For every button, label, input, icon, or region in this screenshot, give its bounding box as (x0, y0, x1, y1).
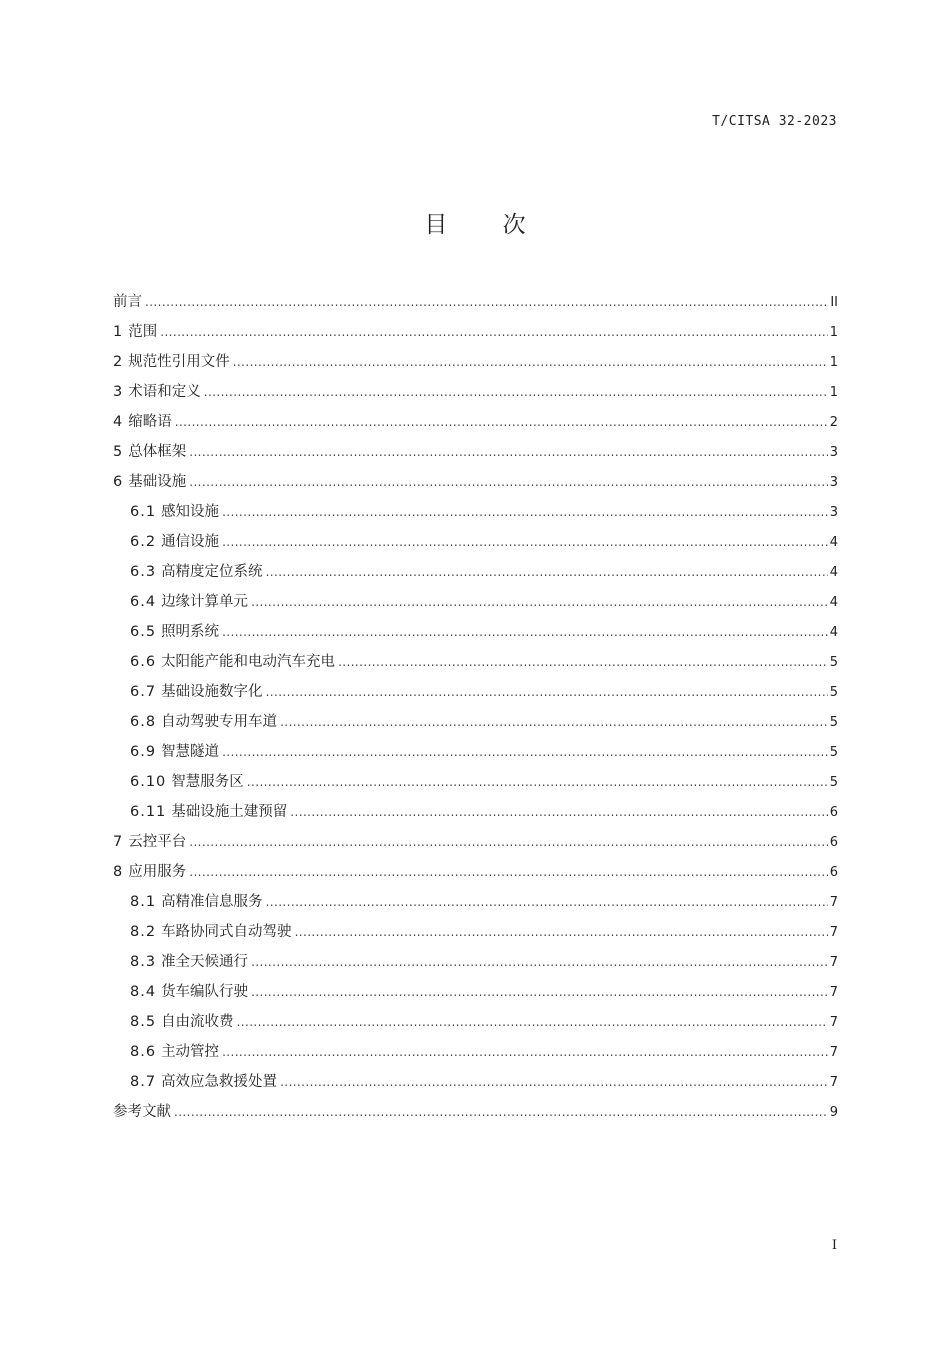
toc-leader-dots (222, 497, 828, 527)
toc-entry[interactable] (113, 707, 838, 737)
toc-entry-number: 8.4 (130, 984, 157, 1000)
toc-leader-dots (175, 407, 828, 437)
toc-entry-title: 高精准信息服务 (161, 894, 263, 910)
toc-entry-number: 6.10 (130, 774, 167, 790)
toc-entry-number: 6.2 (130, 534, 157, 550)
toc-entry-number: 6.7 (130, 684, 157, 700)
toc-entry-title: 自动驾驶专用车道 (161, 714, 278, 730)
toc-entry-page: 1 (829, 325, 838, 340)
toc-entry-title: 主动管控 (161, 1044, 220, 1060)
toc-entry-number: 8.7 (130, 1074, 157, 1090)
toc-entry-page: 2 (829, 415, 838, 430)
toc-entry[interactable] (113, 557, 838, 587)
toc-entry[interactable] (113, 677, 838, 707)
toc-leader-dots (189, 827, 827, 857)
toc-leader-dots (160, 317, 827, 347)
toc-entry-title: 智慧隧道 (161, 744, 220, 760)
toc-entry-page: 7 (829, 985, 838, 1000)
toc-entry-title: 基础设施数字化 (161, 684, 263, 700)
toc-entry[interactable] (113, 1067, 838, 1097)
toc-entry-title: 总体框架 (128, 444, 187, 460)
toc-entry-number: 6.1 (130, 504, 157, 520)
toc-entry-title: 通信设施 (161, 534, 220, 550)
toc-entry-number: 6.9 (130, 744, 157, 760)
toc-leader-dots (237, 1007, 828, 1037)
toc-leader-dots (233, 347, 828, 377)
toc-entry-number: 8.5 (130, 1014, 157, 1030)
toc-entry-page: 7 (829, 1015, 838, 1030)
toc-leader-dots (222, 527, 828, 557)
toc-entry-number: 5 (113, 444, 124, 460)
toc-entry[interactable] (113, 347, 838, 377)
toc-entry-title: 车路协同式自动驾驶 (161, 924, 292, 940)
toc-entry-page: 5 (829, 685, 838, 700)
toc-entry-title: 缩略语 (128, 414, 172, 430)
toc-entry-page: 4 (829, 565, 838, 580)
toc-leader-dots (251, 977, 828, 1007)
toc-entry-page: II (830, 295, 838, 310)
toc-entry[interactable] (113, 1037, 838, 1067)
toc-entry-title: 应用服务 (128, 864, 187, 880)
toc-entry-page: 4 (829, 625, 838, 640)
toc-entry[interactable] (113, 917, 838, 947)
toc-entry-title: 边缘计算单元 (161, 594, 249, 610)
toc-entry-number: 8.6 (130, 1044, 157, 1060)
toc-entry-title: 货车编队行驶 (161, 984, 249, 1000)
toc-entry-page: 1 (829, 355, 838, 370)
toc-entry-title: 照明系统 (161, 624, 220, 640)
toc-entry-title: 规范性引用文件 (128, 354, 230, 370)
toc-entry-number: 6.3 (130, 564, 157, 580)
toc-entry-title: 智慧服务区 (171, 774, 244, 790)
toc-entry-title: 云控平台 (128, 834, 187, 850)
toc-entry[interactable] (113, 977, 838, 1007)
toc-entry-title: 基础设施土建预留 (171, 804, 288, 820)
toc-entry[interactable] (113, 587, 838, 617)
toc-entry-title: 感知设施 (161, 504, 220, 520)
toc-entry-page: 9 (829, 1105, 838, 1120)
toc-entry-page: 5 (829, 745, 838, 760)
toc-entry-number: 7 (113, 834, 124, 850)
toc-entry-title: 准全天候通行 (161, 954, 249, 970)
table-of-contents (113, 287, 838, 1127)
toc-entry-number: 6.8 (130, 714, 157, 730)
toc-leader-dots (251, 587, 828, 617)
toc-entry-page: 7 (829, 895, 838, 910)
toc-leader-dots (222, 1037, 828, 1067)
toc-entry[interactable] (113, 1007, 838, 1037)
toc-entry[interactable] (113, 527, 838, 557)
toc-entry-title: 高效应急救援处置 (161, 1074, 278, 1090)
toc-entry-title: 太阳能产能和电动汽车充电 (161, 654, 336, 670)
toc-leader-dots (280, 1067, 828, 1097)
toc-leader-dots (247, 767, 828, 797)
toc-entry-number: 8.1 (130, 894, 157, 910)
document-code: T/CITSA 32-2023 (712, 114, 837, 129)
toc-entry-page: 3 (829, 505, 838, 520)
page-number: I (831, 1238, 837, 1253)
toc-entry-page: 5 (829, 715, 838, 730)
toc-leader-dots (204, 377, 828, 407)
toc-entry-page: 3 (829, 475, 838, 490)
toc-entry[interactable] (113, 737, 838, 767)
toc-entry-number: 2 (113, 354, 124, 370)
toc-entry[interactable] (113, 887, 838, 917)
toc-entry-number: 4 (113, 414, 124, 430)
toc-entry-title: 范围 (128, 324, 158, 340)
toc-entry-page: 7 (829, 1045, 838, 1060)
toc-entry-title: 基础设施 (128, 474, 187, 490)
toc-entry-page: 4 (829, 595, 838, 610)
toc-entry[interactable] (113, 617, 838, 647)
toc-entry-page: 6 (829, 835, 838, 850)
toc-leader-dots (266, 557, 828, 587)
toc-leader-dots (251, 947, 828, 977)
toc-entry-page: 7 (829, 1075, 838, 1090)
toc-leader-dots (280, 707, 828, 737)
toc-entry-number: 6 (113, 474, 124, 490)
toc-entry-page: 7 (829, 955, 838, 970)
toc-entry-number: 1 (113, 324, 124, 340)
toc-entry-page: 1 (829, 385, 838, 400)
toc-leader-dots (222, 737, 828, 767)
toc-leader-dots (290, 797, 827, 827)
toc-entry[interactable] (113, 827, 838, 857)
toc-entry[interactable] (113, 1097, 838, 1127)
toc-entry[interactable] (113, 647, 838, 677)
toc-leader-dots (189, 857, 827, 887)
toc-leader-dots (145, 287, 828, 317)
toc-entry[interactable] (113, 767, 838, 797)
toc-entry-title: 参考文献 (113, 1104, 171, 1120)
toc-entry[interactable] (113, 377, 838, 407)
toc-entry-title: 术语和定义 (128, 384, 201, 400)
toc-entry[interactable] (113, 947, 838, 977)
toc-entry-page: 7 (829, 925, 838, 940)
toc-leader-dots (189, 467, 827, 497)
toc-leader-dots (266, 887, 828, 917)
toc-entry-page: 6 (829, 865, 838, 880)
toc-leader-dots (174, 1097, 828, 1127)
toc-entry-number: 6.4 (130, 594, 157, 610)
toc-entry-page: 5 (829, 775, 838, 790)
toc-entry[interactable] (113, 407, 838, 437)
toc-entry[interactable] (113, 287, 838, 317)
toc-entry-title: 自由流收费 (161, 1014, 234, 1030)
toc-leader-dots (222, 617, 828, 647)
toc-entry-page: 4 (829, 535, 838, 550)
toc-leader-dots (295, 917, 828, 947)
toc-entry-number: 8.3 (130, 954, 157, 970)
toc-entry-number: 6.6 (130, 654, 157, 670)
toc-entry-title: 高精度定位系统 (161, 564, 263, 580)
toc-entry-number: 6.11 (130, 804, 167, 820)
toc-entry[interactable] (113, 317, 838, 347)
toc-leader-dots (338, 647, 828, 677)
toc-entry-page: 6 (829, 805, 838, 820)
toc-title: 目 次 (424, 212, 550, 238)
toc-entry[interactable] (113, 857, 838, 887)
toc-entry-number: 6.5 (130, 624, 157, 640)
toc-entry-number: 8 (113, 864, 124, 880)
toc-entry-number: 8.2 (130, 924, 157, 940)
toc-entry-number: 3 (113, 384, 124, 400)
toc-entry-page: 3 (829, 445, 838, 460)
toc-entry[interactable] (113, 497, 838, 527)
toc-leader-dots (189, 437, 827, 467)
toc-leader-dots (266, 677, 828, 707)
toc-entry-title: 前言 (113, 294, 142, 310)
toc-entry[interactable] (113, 797, 838, 827)
toc-entry[interactable] (113, 437, 838, 467)
toc-entry-page: 5 (829, 655, 838, 670)
toc-entry[interactable] (113, 467, 838, 497)
